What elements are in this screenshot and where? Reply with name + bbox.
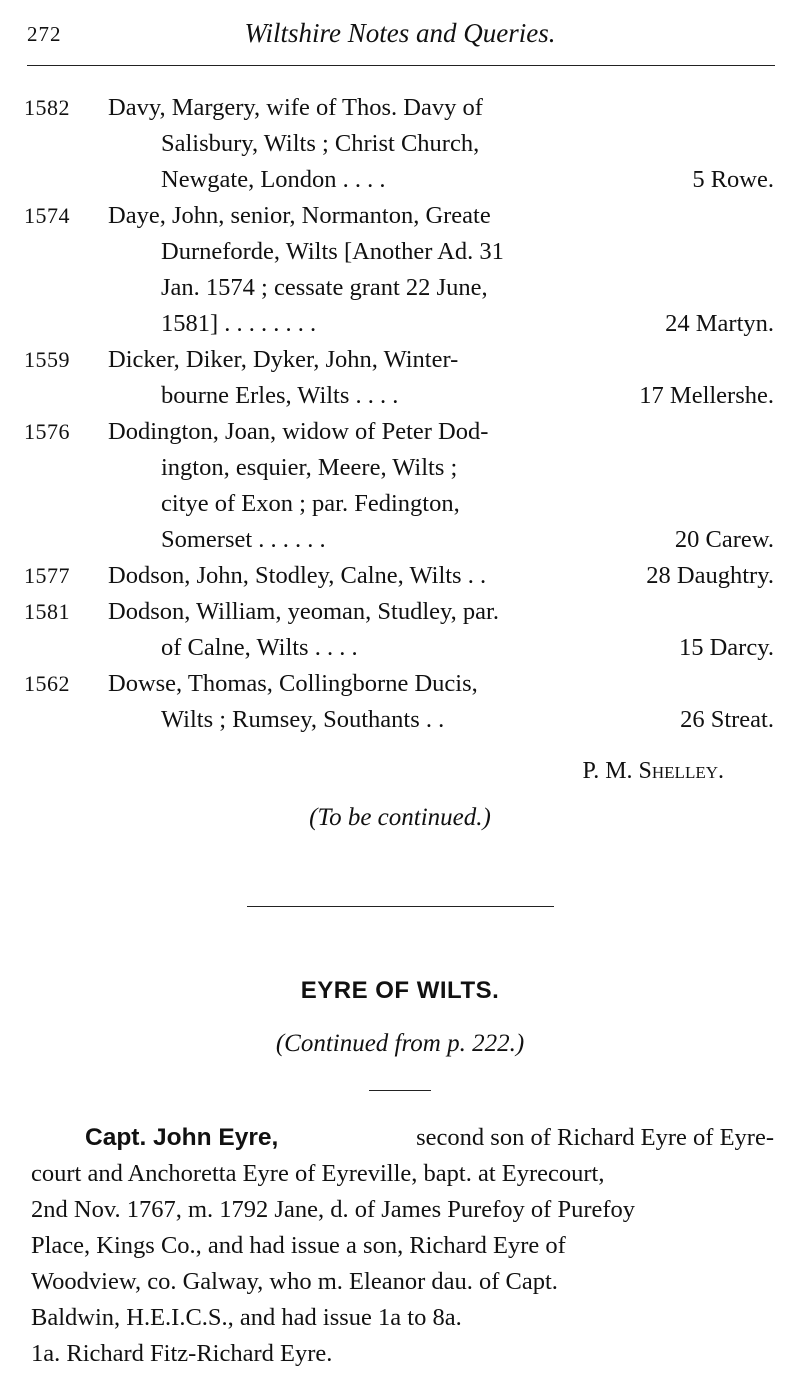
entry-text-line: Salisbury, Wilts ; Christ Church,: [161, 130, 480, 157]
entry-reference: 26 Streat.: [680, 706, 774, 733]
paragraph-line: court and Anchoretta Eyre of Eyreville, bapt. at Eyrecourt,: [31, 1160, 605, 1187]
entry-reference: 28 Daughtry.: [646, 562, 774, 589]
entry-year: 1559: [24, 347, 70, 372]
signature: [583, 758, 724, 785]
continuation-note: (To be continued.): [309, 804, 491, 831]
paragraph-line: Baldwin, H.E.I.C.S., and had issue 1a to 8a.: [31, 1304, 462, 1331]
entry-text-line: Newgate, London . . . .: [161, 166, 386, 193]
entry-text-line: Dowse, Thomas, Collingborne Ducis,: [108, 670, 478, 697]
signature-surname: Shelley.: [638, 758, 724, 784]
signature-initials: P. M.: [582, 758, 633, 784]
entry-text-line: Daye, John, senior, Normanton, Greate: [108, 202, 491, 229]
entry-year: 1576: [24, 419, 70, 444]
entry-text-line: ington, esquier, Meere, Wilts ;: [161, 454, 458, 481]
entry-text-line: Wilts ; Rumsey, Southants . .: [161, 706, 445, 733]
entry-text-line: Durneforde, Wilts [Another Ad. 31: [161, 238, 504, 265]
entry-reference: 15 Darcy.: [678, 634, 774, 661]
entry-reference: 20 Carew.: [674, 526, 774, 553]
entry-year: 1562: [24, 671, 70, 696]
entry-text-line: bourne Erles, Wilts . . . .: [161, 382, 399, 409]
lead-name: Capt. John Eyre,: [85, 1124, 279, 1151]
entry-text-line: Dicker, Diker, Dyker, John, Winter-: [108, 346, 459, 373]
running-title: Wiltshire Notes and Queries.: [244, 18, 556, 48]
entry-text-line: Jan. 1574 ; cessate grant 22 June,: [161, 274, 488, 301]
paragraph-text: second son of Richard Eyre of Eyre-: [416, 1124, 774, 1151]
entry-reference: 17 Mellershe.: [639, 382, 774, 409]
header-rule: [27, 65, 775, 66]
section-title: EYRE OF WILTS.: [300, 977, 500, 1004]
entry-text-line: Somerset . . . . . .: [161, 526, 326, 553]
entry-year: 1581: [24, 599, 70, 624]
section-subtitle: (Continued from p. 222.): [275, 1030, 525, 1057]
page-number: 272: [27, 22, 62, 46]
entry-text-line: Dodson, John, Stodley, Calne, Wilts . .: [108, 562, 487, 589]
entry-reference: 24 Martyn.: [665, 310, 774, 337]
entry-text-line: Dodson, William, yeoman, Studley, par.: [108, 598, 499, 625]
entry-text-line: 1581] . . . . . . . .: [161, 310, 317, 337]
entry-reference: 5 Rowe.: [692, 166, 774, 193]
section-divider: [247, 906, 554, 907]
short-divider: [369, 1090, 431, 1091]
paragraph-line: [31, 1120, 774, 1156]
entry-text-line: Dodington, Joan, widow of Peter Dod-: [108, 418, 489, 445]
entry-year: 1574: [24, 203, 70, 228]
entry-year: 1582: [24, 95, 70, 120]
entry-year: 1577: [24, 563, 70, 588]
entry-text-line: citye of Exon ; par. Fedington,: [161, 490, 460, 517]
paragraph-line: Woodview, co. Galway, who m. Eleanor dau. of Capt.: [31, 1268, 558, 1295]
entry-text-line: of Calne, Wilts . . . .: [161, 634, 358, 661]
paragraph-line: 2nd Nov. 1767, m. 1792 Jane, d. of James Purefoy of Purefoy: [31, 1196, 636, 1223]
paragraph-line: 1a. Richard Fitz-Richard Eyre.: [31, 1340, 333, 1367]
entry-text-line: Davy, Margery, wife of Thos. Davy of: [108, 94, 483, 121]
paragraph-line: Place, Kings Co., and had issue a son, Richard Eyre of: [31, 1232, 566, 1259]
